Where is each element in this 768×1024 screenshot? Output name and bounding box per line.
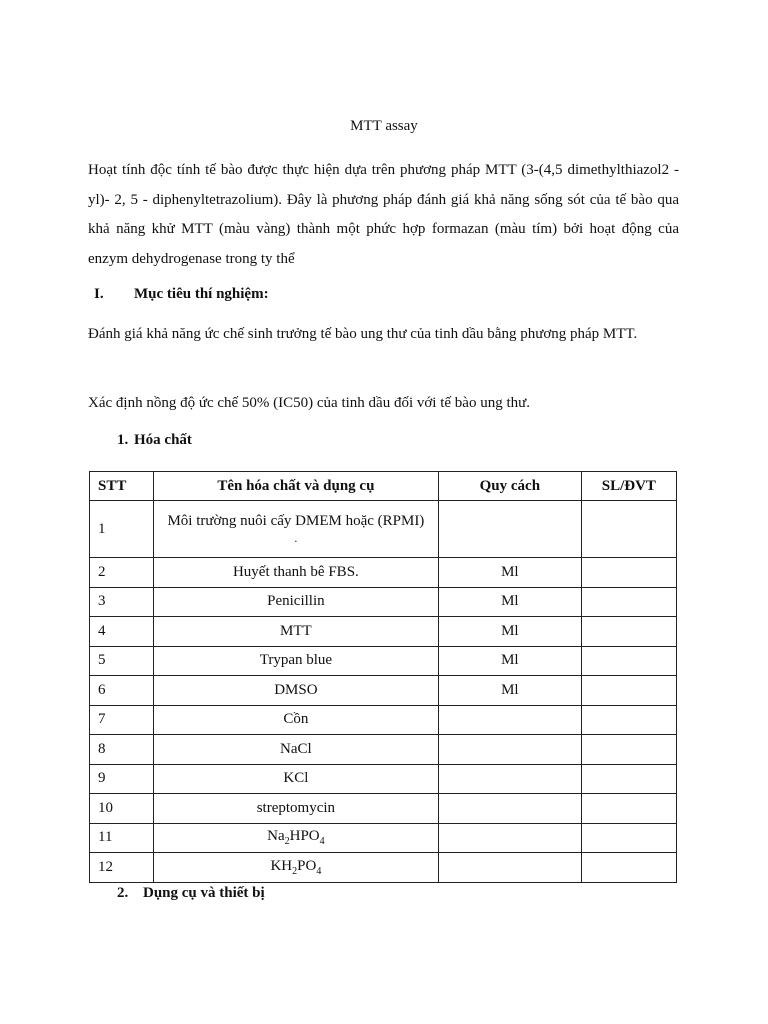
cell-spec xyxy=(439,823,582,853)
cell-stt: 9 xyxy=(90,764,154,794)
cell-name: KCl xyxy=(153,764,438,794)
cell-unit xyxy=(581,853,676,883)
cell-name-note: . xyxy=(294,530,298,545)
header-stt: STT xyxy=(90,472,154,501)
cell-spec: Ml xyxy=(439,587,582,617)
cell-unit xyxy=(581,587,676,617)
cell-spec xyxy=(439,764,582,794)
cell-name xyxy=(153,853,438,883)
cell-stt: 2 xyxy=(90,558,154,588)
subsection-heading-chemicals xyxy=(117,432,192,449)
formula-part: HPO xyxy=(289,828,320,845)
cell-stt: 11 xyxy=(90,823,154,853)
cell-name: Huyết thanh bê FBS. xyxy=(153,558,438,588)
table-row xyxy=(90,558,677,588)
cell-spec xyxy=(439,735,582,765)
section-title: Mục tiêu thí nghiệm: xyxy=(134,286,269,302)
cell-unit xyxy=(581,646,676,676)
cell-spec: Ml xyxy=(439,617,582,647)
intro-paragraph: Hoạt tính độc tính tế bào được thực hiện dựa trên phương pháp MTT (3-(4,5 dimethylthiazol2 - yl)- 2, 5 - diphenyltetrazolium). Đây là phương pháp đánh giá khả năng sống sót của tế bào qua khả năng khử MTT (màu vàng) thành một phức hợp formazan (màu tím) bởi hoạt động của enzym dehydrogenase trong ty thể xyxy=(88,162,679,267)
cell-name: MTT xyxy=(153,617,438,647)
cell-spec: Ml xyxy=(439,558,582,588)
cell-unit xyxy=(581,558,676,588)
table-row xyxy=(90,764,677,794)
cell-name xyxy=(153,501,438,558)
section-number: I. xyxy=(94,286,104,302)
table-row xyxy=(90,676,677,706)
header-name: Tên hóa chất và dụng cụ xyxy=(153,472,438,501)
formula-subscript: 4 xyxy=(319,836,325,848)
cell-spec xyxy=(439,501,582,558)
cell-name xyxy=(153,823,438,853)
cell-stt: 1 xyxy=(90,501,154,558)
table-header-row xyxy=(90,472,677,501)
cell-stt: 12 xyxy=(90,853,154,883)
table-row xyxy=(90,853,677,883)
subsection-number: 1. xyxy=(117,432,129,448)
cell-name: streptomycin xyxy=(153,794,438,824)
table-row xyxy=(90,735,677,765)
formula-part: PO xyxy=(297,857,317,874)
subsection-title: Dụng cụ và thiết bị xyxy=(143,885,265,901)
cell-name-text: Môi trường nuôi cấy DMEM hoặc (RPMI) xyxy=(167,512,425,529)
cell-unit xyxy=(581,794,676,824)
chemicals-table xyxy=(89,471,677,883)
cell-stt: 3 xyxy=(90,587,154,617)
document-title: MTT assay xyxy=(350,118,418,134)
cell-unit xyxy=(581,501,676,558)
objective-paragraph-2: Xác định nồng độ ức chế 50% (IC50) của tinh dầu đối với tế bào ung thư. xyxy=(88,395,531,411)
table-row xyxy=(90,501,677,558)
cell-spec xyxy=(439,794,582,824)
subsection-heading-equipment xyxy=(117,885,265,902)
cell-unit xyxy=(581,823,676,853)
header-unit: SL/ĐVT xyxy=(581,472,676,501)
table-row xyxy=(90,705,677,735)
formula-subscript: 2 xyxy=(292,865,298,877)
cell-spec xyxy=(439,853,582,883)
cell-unit xyxy=(581,735,676,765)
cell-name: NaCl xyxy=(153,735,438,765)
subsection-title: Hóa chất xyxy=(134,432,192,448)
cell-stt: 6 xyxy=(90,676,154,706)
table-row xyxy=(90,794,677,824)
table-row xyxy=(90,617,677,647)
cell-stt: 10 xyxy=(90,794,154,824)
cell-stt: 8 xyxy=(90,735,154,765)
objective-paragraph-1: Đánh giá khả năng ức chế sinh trưởng tế bào ung thư của tinh dầu bằng phương pháp MTT. xyxy=(88,326,638,342)
cell-stt: 7 xyxy=(90,705,154,735)
formula-subscript: 2 xyxy=(284,836,290,848)
cell-name: Cồn xyxy=(153,705,438,735)
cell-spec xyxy=(439,705,582,735)
formula-part: KH xyxy=(270,857,293,874)
cell-unit xyxy=(581,617,676,647)
table-row xyxy=(90,587,677,617)
cell-name: DMSO xyxy=(153,676,438,706)
cell-spec: Ml xyxy=(439,676,582,706)
table-row xyxy=(90,646,677,676)
cell-name: Penicillin xyxy=(153,587,438,617)
table-row xyxy=(90,823,677,853)
cell-name: Trypan blue xyxy=(153,646,438,676)
cell-stt: 5 xyxy=(90,646,154,676)
cell-unit xyxy=(581,676,676,706)
cell-unit xyxy=(581,705,676,735)
header-spec: Quy cách xyxy=(439,472,582,501)
cell-stt: 4 xyxy=(90,617,154,647)
formula-part: Na xyxy=(267,828,285,845)
cell-unit xyxy=(581,764,676,794)
cell-spec: Ml xyxy=(439,646,582,676)
formula-subscript: 4 xyxy=(316,865,322,877)
section-heading-objectives xyxy=(94,286,269,303)
subsection-number: 2. xyxy=(117,885,129,901)
